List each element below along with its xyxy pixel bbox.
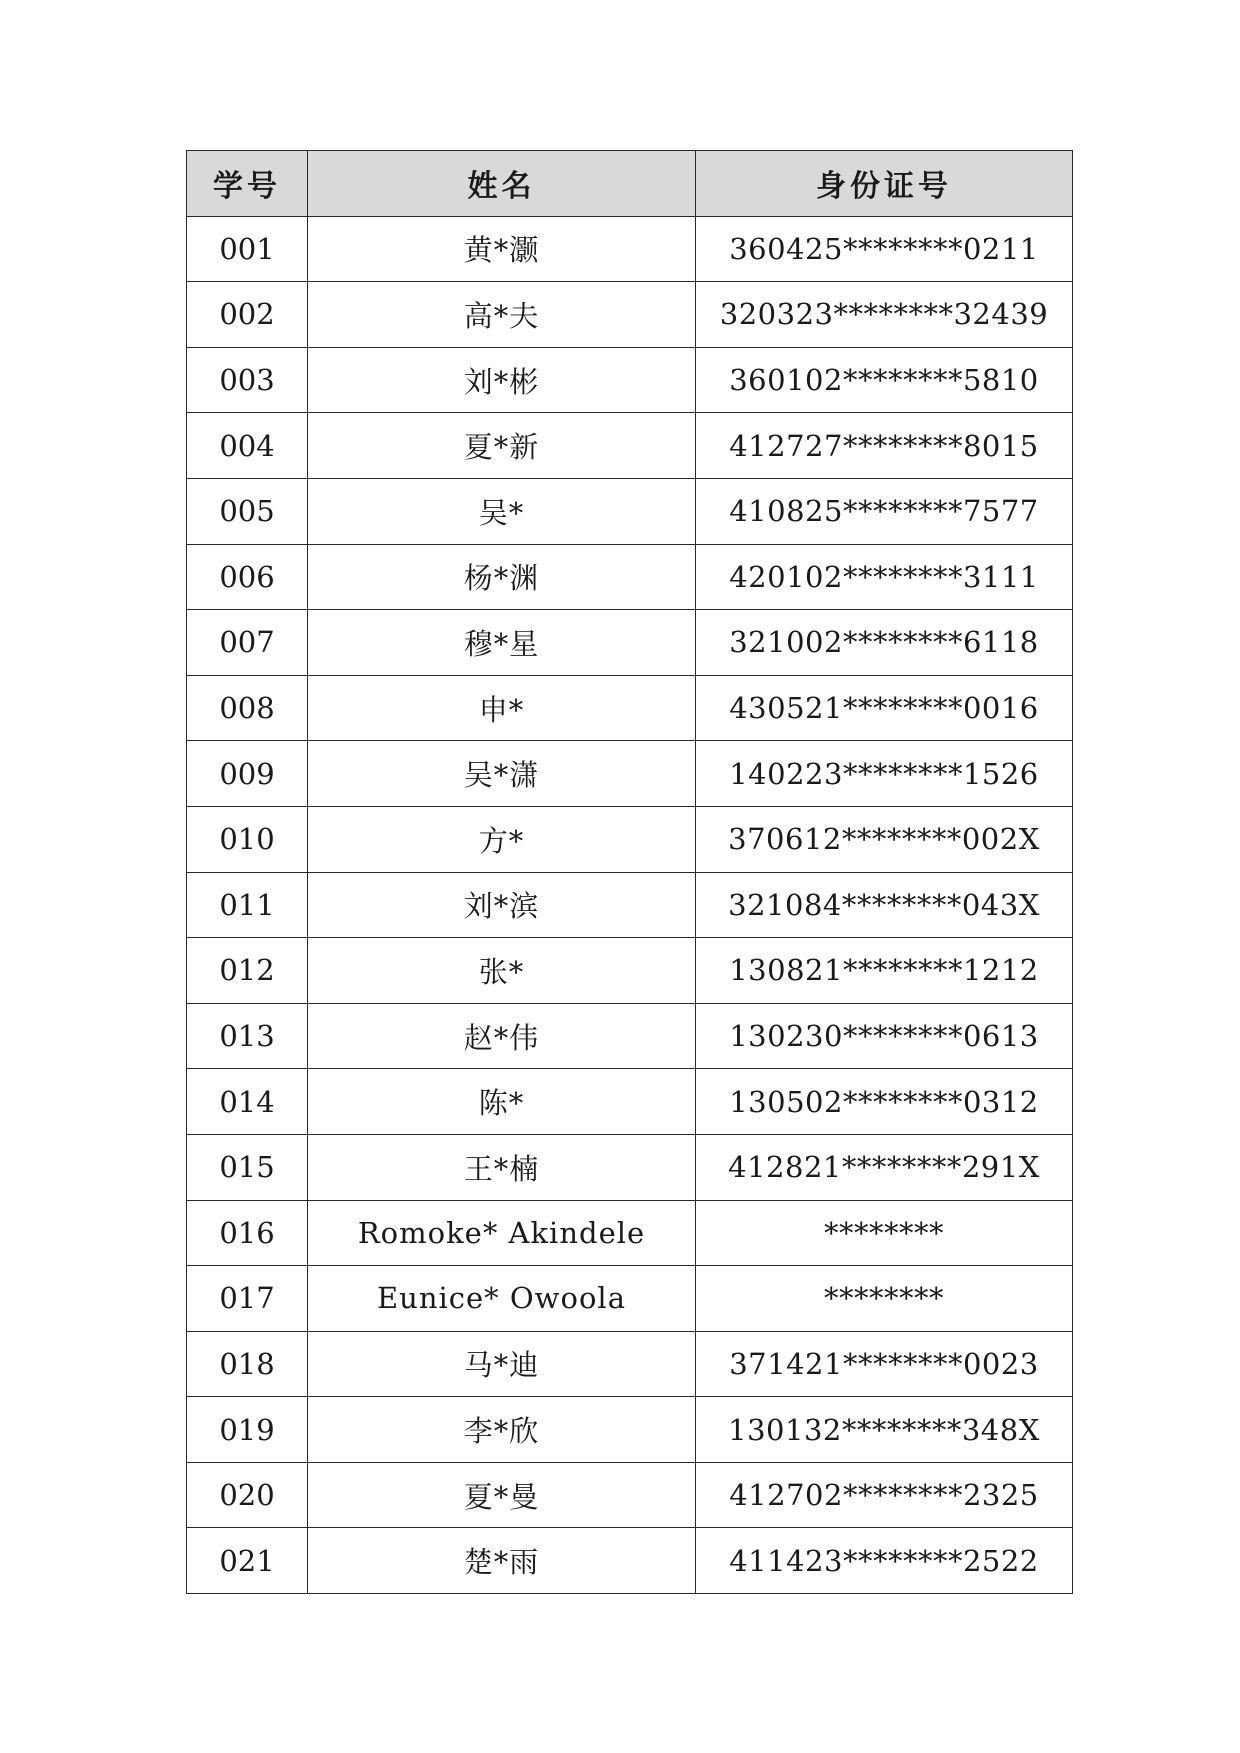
- table-header: [187, 151, 1073, 217]
- cell-name: 黄*灏: [308, 216, 696, 282]
- table-row: [187, 1331, 1073, 1397]
- cell-student-id: 018: [187, 1331, 308, 1397]
- cell-name: 陈*: [308, 1069, 696, 1135]
- cell-student-id: 013: [187, 1003, 308, 1069]
- document-page: [186, 150, 1072, 1594]
- cell-student-id: 005: [187, 478, 308, 544]
- table-row: [187, 872, 1073, 938]
- table-row: [187, 675, 1073, 741]
- cell-name: 张*: [308, 938, 696, 1004]
- cell-id-card: 412702********2325: [696, 1462, 1073, 1528]
- student-roster-table: [186, 150, 1073, 1594]
- cell-name: 夏*曼: [308, 1462, 696, 1528]
- header-student-id: 学号: [187, 151, 308, 217]
- table-row: [187, 1134, 1073, 1200]
- cell-id-card: 360102********5810: [696, 347, 1073, 413]
- cell-id-card: 370612********002X: [696, 806, 1073, 872]
- cell-student-id: 017: [187, 1266, 308, 1332]
- cell-name: 赵*伟: [308, 1003, 696, 1069]
- cell-student-id: 019: [187, 1397, 308, 1463]
- cell-name: 马*迪: [308, 1331, 696, 1397]
- cell-id-card: 321084********043X: [696, 872, 1073, 938]
- cell-name: 刘*彬: [308, 347, 696, 413]
- table-row: [187, 413, 1073, 479]
- cell-id-card: 130132********348X: [696, 1397, 1073, 1463]
- cell-id-card: 430521********0016: [696, 675, 1073, 741]
- cell-student-id: 009: [187, 741, 308, 807]
- table-row: [187, 282, 1073, 348]
- header-row: [187, 151, 1073, 217]
- cell-student-id: 020: [187, 1462, 308, 1528]
- cell-id-card: 320323********32439: [696, 282, 1073, 348]
- table-row: [187, 1069, 1073, 1135]
- cell-student-id: 021: [187, 1528, 308, 1594]
- cell-student-id: 006: [187, 544, 308, 610]
- table-row: [187, 1397, 1073, 1463]
- cell-id-card: 130230********0613: [696, 1003, 1073, 1069]
- cell-name: Romoke* Akindele: [308, 1200, 696, 1266]
- cell-student-id: 008: [187, 675, 308, 741]
- table-row: [187, 1003, 1073, 1069]
- cell-student-id: 014: [187, 1069, 308, 1135]
- cell-name: 高*夫: [308, 282, 696, 348]
- cell-name: 吴*: [308, 478, 696, 544]
- cell-student-id: 002: [187, 282, 308, 348]
- cell-name: 吴*潇: [308, 741, 696, 807]
- cell-student-id: 001: [187, 216, 308, 282]
- cell-id-card: 412727********8015: [696, 413, 1073, 479]
- cell-name: 王*楠: [308, 1134, 696, 1200]
- table-row: [187, 610, 1073, 676]
- cell-id-card: 130502********0312: [696, 1069, 1073, 1135]
- cell-id-card: 360425********0211: [696, 216, 1073, 282]
- cell-student-id: 012: [187, 938, 308, 1004]
- cell-student-id: 003: [187, 347, 308, 413]
- table-row: [187, 478, 1073, 544]
- cell-id-card: 130821********1212: [696, 938, 1073, 1004]
- table-row: [187, 806, 1073, 872]
- cell-id-card: 411423********2522: [696, 1528, 1073, 1594]
- cell-name: 刘*滨: [308, 872, 696, 938]
- cell-id-card: 371421********0023: [696, 1331, 1073, 1397]
- cell-name: 方*: [308, 806, 696, 872]
- cell-student-id: 010: [187, 806, 308, 872]
- cell-name: 夏*新: [308, 413, 696, 479]
- table-row: [187, 741, 1073, 807]
- table-row: [187, 1528, 1073, 1594]
- cell-id-card: 420102********3111: [696, 544, 1073, 610]
- table-body: [187, 216, 1073, 1593]
- cell-student-id: 007: [187, 610, 308, 676]
- cell-student-id: 011: [187, 872, 308, 938]
- cell-id-card: ********: [696, 1200, 1073, 1266]
- table-row: [187, 216, 1073, 282]
- cell-name: 申*: [308, 675, 696, 741]
- cell-name: 穆*星: [308, 610, 696, 676]
- cell-id-card: 412821********291X: [696, 1134, 1073, 1200]
- cell-name: 杨*渊: [308, 544, 696, 610]
- table-row: [187, 938, 1073, 1004]
- header-name: 姓名: [308, 151, 696, 217]
- cell-name: 楚*雨: [308, 1528, 696, 1594]
- table-row: [187, 1266, 1073, 1332]
- table-row: [187, 1462, 1073, 1528]
- cell-id-card: ********: [696, 1266, 1073, 1332]
- cell-id-card: 410825********7577: [696, 478, 1073, 544]
- table-row: [187, 544, 1073, 610]
- cell-name: Eunice* Owoola: [308, 1266, 696, 1332]
- header-id-card: 身份证号: [696, 151, 1073, 217]
- cell-name: 李*欣: [308, 1397, 696, 1463]
- table-row: [187, 347, 1073, 413]
- cell-student-id: 004: [187, 413, 308, 479]
- cell-id-card: 140223********1526: [696, 741, 1073, 807]
- cell-student-id: 015: [187, 1134, 308, 1200]
- cell-id-card: 321002********6118: [696, 610, 1073, 676]
- table-row: [187, 1200, 1073, 1266]
- cell-student-id: 016: [187, 1200, 308, 1266]
